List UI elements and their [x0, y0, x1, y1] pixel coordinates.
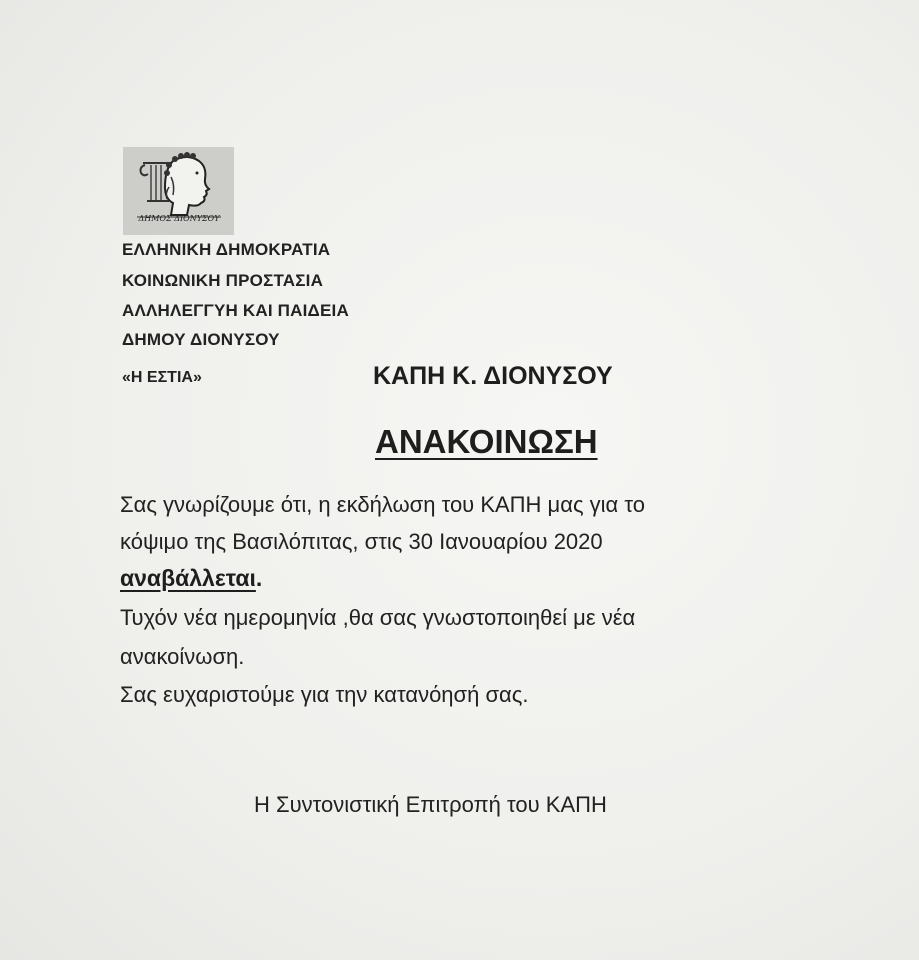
postponed-punct: .: [255, 565, 263, 591]
postponed-word: αναβάλλεται: [120, 565, 256, 591]
center-name: ΚΑΠΗ Κ. ΔΙΟΝΥΣΟΥ: [373, 362, 613, 390]
header-line-solidarity: ΑΛΛΗΛΕΓΓΥΗ ΚΑΙ ΠΑΙΔΕΙΑ: [122, 301, 349, 320]
signature: Η Συντονιστική Επιτροπή του ΚΑΠΗ: [254, 792, 607, 817]
postponed-notice: [120, 565, 262, 592]
header-line-republic: ΕΛΛΗΝΙΚΗ ΔΗΜΟΚΡΑΤΙΑ: [122, 240, 331, 259]
body-line-2: κόψιμο της Βασιλόπιτας, στις 30 Ιανουαρίου 2020: [120, 529, 603, 554]
body-line-4: ανακοίνωση.: [120, 644, 245, 669]
header-line-social-protection: ΚΟΙΝΩΝΙΚΗ ΠΡΟΣΤΑΣΙΑ: [122, 271, 324, 290]
org-name: «Η ΕΣΤΙΑ»: [122, 369, 202, 386]
body-line-1: Σας γνωρίζουμε ότι, η εκδήλωση του ΚΑΠΗ μας για το: [120, 492, 646, 517]
body-line-5: Σας ευχαριστούμε για την κατανόησή σας.: [120, 682, 529, 707]
announcement-title: ΑΝΑΚΟΙΝΩΣΗ: [375, 423, 598, 460]
header-line-municipality: ΔΗΜΟΥ ΔΙΟΝΥΣΟΥ: [122, 330, 280, 349]
body-line-3: Τυχόν νέα ημερομηνία ,θα σας γνωστοποιηθεί με νέα: [120, 605, 636, 630]
logo-caption: ΔΗΜΟΣ ΔΙΟΝΥΣΟΥ: [138, 214, 220, 223]
municipality-logo: [123, 147, 234, 235]
